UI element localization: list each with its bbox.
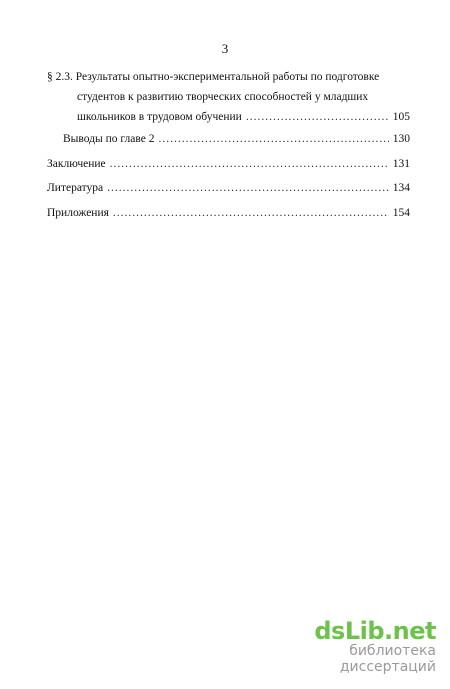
toc-entry-2-3-line1: § 2.3. Результаты опытно-экспериментальной работы по подготовке — [47, 71, 380, 83]
toc-entry-label: Литература — [47, 182, 104, 194]
toc-entry-appendices — [47, 206, 410, 220]
toc-entry-label: Заключение — [47, 158, 106, 170]
dot-leader — [113, 206, 389, 220]
watermark — [266, 617, 436, 675]
toc-entry-conclusion — [47, 157, 410, 171]
toc-entry-chapter2-conclusions — [63, 132, 410, 146]
toc-entry-literature — [47, 181, 410, 195]
toc-entry-page: 105 — [392, 111, 410, 123]
toc-entry-label: Выводы по главе 2 — [63, 133, 155, 145]
page-number: 3 — [221, 41, 229, 56]
dot-leader — [110, 157, 389, 171]
dot-leader — [107, 181, 389, 195]
toc-entry-page: 154 — [392, 207, 410, 219]
watermark-logo: dsLib.net — [314, 617, 436, 645]
dot-leader — [246, 110, 389, 124]
toc-entry-page: 134 — [392, 182, 410, 194]
toc-entry-label: школьников в трудовом обучении — [77, 111, 242, 123]
toc-entry-page: 131 — [392, 158, 410, 170]
toc-entry-2-3-line2: студентов к развитию творческих способностей у младших — [77, 91, 369, 103]
dot-leader — [158, 132, 388, 146]
toc-entry-label: Приложения — [47, 207, 109, 219]
toc-entry-page: 130 — [392, 133, 410, 145]
toc-entry-2-3-line3 — [77, 110, 410, 124]
watermark-subtitle: библиотека диссертаций — [339, 643, 436, 675]
